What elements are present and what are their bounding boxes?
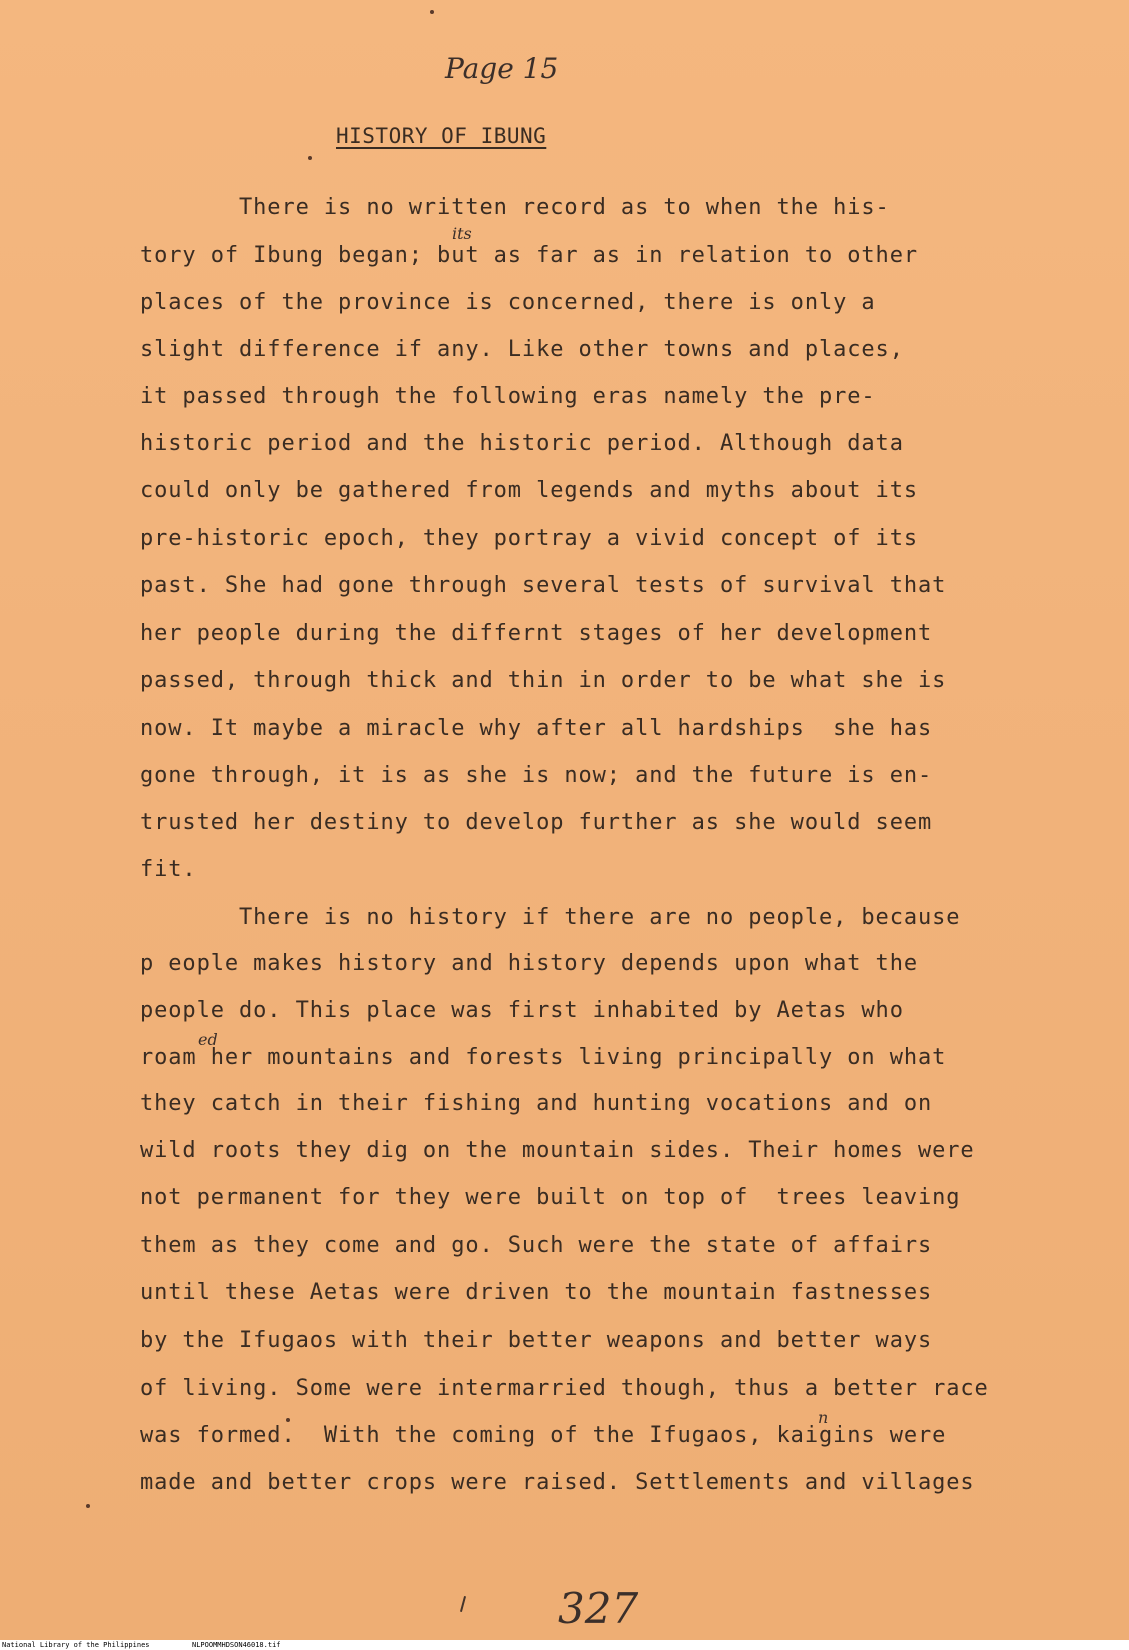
text-line: There is no written record as to when the his- (140, 195, 890, 220)
text-line: tory of Ibung began; but as far as in relation to other (140, 243, 918, 268)
text-line: not permanent for they were built on top of trees leaving (140, 1185, 961, 1210)
text-line: could only be gathered from legends and myths about its (140, 478, 918, 503)
document-title: HISTORY OF IBUNG (336, 124, 547, 148)
handwritten-insert-n: n (818, 1408, 829, 1427)
text-line: places of the province is concerned, there is only a (140, 290, 876, 315)
ink-speck (308, 156, 312, 160)
text-line: roam her mountains and forests living principally on what (140, 1045, 947, 1070)
text-line: of living. Some were intermarried though, thus a better race (140, 1376, 989, 1401)
text-line: gone through, it is as she is now; and the future is en- (140, 763, 933, 788)
text-line: until these Aetas were driven to the mountain fastnesses (140, 1280, 933, 1305)
text-line: was formed. With the coming of the Ifugaos, kaigins were (140, 1423, 947, 1448)
text-line: by the Ifugaos with their better weapons and better ways (140, 1328, 933, 1353)
text-line: trusted her destiny to develop further as she would seem (140, 810, 933, 835)
text-line: made and better crops were raised. Settlements and villages (140, 1470, 975, 1495)
scan-footer (0, 1640, 1129, 1650)
folio-number-handwritten: 327 (558, 1584, 639, 1633)
handwritten-insert-its: its (452, 224, 472, 243)
text-line: pre-historic epoch, they portray a vivid concept of its (140, 526, 918, 551)
text-line: passed, through thick and thin in order to be what she is (140, 668, 947, 693)
text-line: her people during the differnt stages of her development (140, 621, 933, 646)
text-line: past. She had gone through several tests of survival that (140, 573, 947, 598)
text-line: people do. This place was first inhabited by Aetas who (140, 998, 904, 1023)
pencil-tick (460, 1596, 466, 1612)
text-line: slight difference if any. Like other towns and places, (140, 337, 904, 362)
text-line: now. It maybe a miracle why after all hardships she has (140, 716, 933, 741)
ink-speck (286, 1418, 290, 1422)
page-number-handwritten: Page 15 (445, 52, 559, 85)
text-line: it passed through the following eras namely the pre- (140, 384, 876, 409)
ink-speck (86, 1504, 90, 1508)
handwritten-insert-ed: ed (198, 1030, 218, 1049)
footer-filename: NLPOOMMHDSON46018.tif (192, 1641, 281, 1649)
text-line: wild roots they dig on the mountain sides. Their homes were (140, 1138, 975, 1163)
text-line: them as they come and go. Such were the state of affairs (140, 1233, 933, 1258)
text-line: There is no history if there are no people, because (140, 905, 961, 930)
text-line: they catch in their fishing and hunting vocations and on (140, 1091, 933, 1116)
text-line: fit. (140, 857, 197, 882)
footer-library: National Library of the Philippines (2, 1641, 150, 1649)
ink-speck (430, 10, 434, 14)
text-line: historic period and the historic period. Although data (140, 431, 904, 456)
text-line: p eople makes history and history depends upon what the (140, 951, 918, 976)
